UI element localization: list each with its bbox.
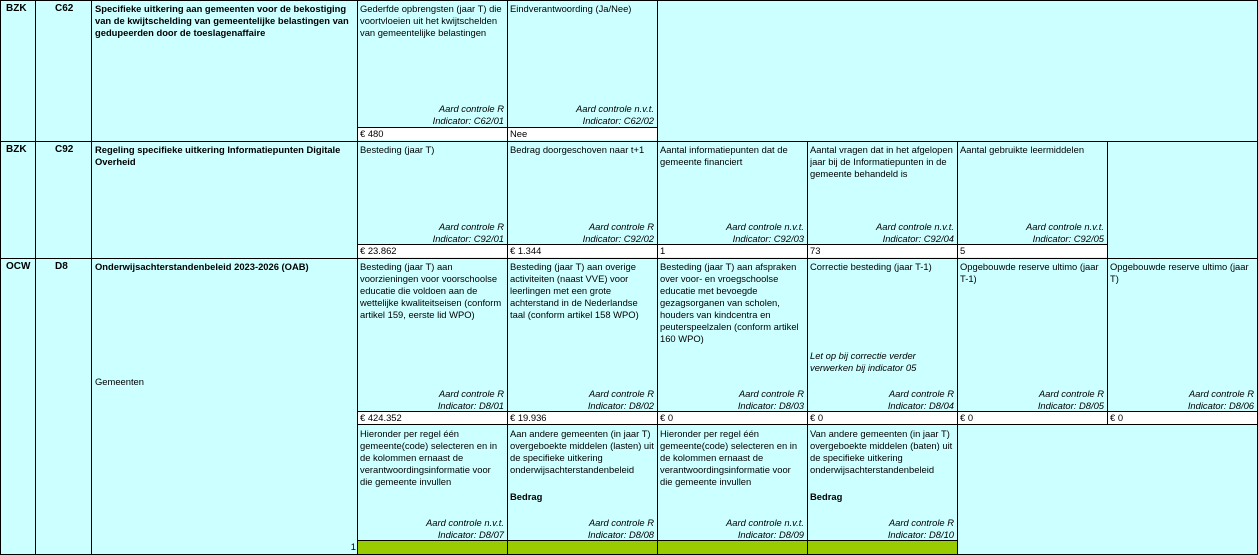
grid-line [507,141,508,555]
value-cell[interactable]: 5 [958,245,1107,257]
indicator-code: Indicator: D8/06 [1187,400,1254,411]
cell-label: Correctie besteding (jaar T-1) [810,261,932,272]
grid-line [0,141,1258,142]
indicator-code: Indicator: C92/05 [1032,233,1104,244]
indicator-code: Indicator: C62/01 [432,115,504,126]
value-cell[interactable]: € 19.936 [508,412,657,424]
value-cell[interactable]: Nee [508,128,657,140]
control-type: Aard controle R [438,221,504,232]
control-type: Aard controle R [1038,388,1104,399]
control-type: Aard controle R [588,388,654,399]
indicator-code: Indicator: D8/05 [1037,400,1104,411]
cell-label: Aan andere gemeenten (in jaar T) overgeboekte middelen (lasten) uit de specifieke uitkering onderwijsachterstandenbeleid [510,428,654,475]
value-cell[interactable]: € 0 [658,412,807,424]
grid-line [357,127,658,128]
grid-line [357,411,1258,412]
control-type: Aard controle R [888,388,954,399]
grid-line [357,0,358,555]
row-number: 1 [350,541,356,552]
grid-line [357,244,1108,245]
regulation-title: Regeling specifieke uitkering Informatiepunten Digitale Overheid [95,144,341,167]
value-cell[interactable]: € 424.352 [358,412,507,424]
input-row[interactable] [358,541,958,554]
control-type: Aard controle R [1188,388,1254,399]
grid-line [0,0,1258,1]
code-cell: D8 [55,261,68,272]
grid-line [357,424,1258,425]
grid-line [91,0,92,555]
control-type: Aard controle R [588,517,654,528]
control-type: Aard controle R [588,221,654,232]
control-type: Aard controle n.v.t. [726,517,804,528]
value-cell[interactable]: € 480 [358,128,507,140]
indicator-code: Indicator: D8/04 [887,400,954,411]
value-cell[interactable]: € 0 [958,412,1107,424]
indicator-code: Indicator: D8/01 [437,400,504,411]
indicator-code: Indicator: D8/08 [587,529,654,540]
cell-label: Van andere gemeenten (in jaar T) overgeboekte middelen (baten) uit de specifieke uitkering onderwijsachterstandenbeleid [810,428,953,475]
subtitle: Gemeenten [95,376,144,387]
ministry-cell: BZK [6,144,27,155]
amount-heading: Bedrag [510,491,543,502]
control-type: Aard controle n.v.t. [1026,221,1104,232]
grid-line [657,141,658,555]
indicator-code: Indicator: D8/09 [737,529,804,540]
grid-line [357,540,958,541]
control-type: Aard controle R [438,103,504,114]
grid-line [0,0,1,555]
cell-label: Aantal informatiepunten dat de gemeente financiert [660,144,788,167]
cell-label: Aantal vragen dat in het afgelopen jaar bij de Informatiepunten in de gemeente behandeld is [810,144,953,179]
cell-label: Hieronder per regel één gemeente(code) selecteren en in de kolommen ernaast de verantwoordingsinformatie voor die gemeente invullen [660,428,798,487]
control-type: Aard controle R [438,388,504,399]
indicator-code: Indicator: D8/03 [737,400,804,411]
value-cell[interactable]: 73 [808,245,957,257]
cell-label: Besteding (jaar T) aan afspraken over voor- en vroegschoolse educatie met bevoegde gezagsorganen van scholen, houders van kindcentra en peuterspeelzalen (conform artikel 160 WPO) [660,261,799,344]
cell-label: Opgebouwde reserve ultimo (jaar T) [1110,261,1249,284]
value-cell[interactable]: € 23.862 [358,245,507,257]
control-type: Aard controle R [738,388,804,399]
grid-line [35,0,36,555]
control-type: Aard controle n.v.t. [426,517,504,528]
indicator-code: Indicator: C92/04 [882,233,954,244]
code-cell: C62 [55,3,74,14]
ministry-cell: OCW [6,261,31,272]
value-cell[interactable]: € 1.344 [508,245,657,257]
value-cell[interactable]: € 0 [1108,412,1258,424]
cell-label: Besteding (jaar T) aan voorzieningen voor voorschoolse educatie die voldoen aan de wettelijke kwaliteitseisen (conform artikel 159, eerste lid WPO) [360,261,502,320]
cell-label: Eindverantwoording (Ja/Nee) [510,3,632,14]
control-type: Aard controle n.v.t. [876,221,954,232]
cell-label: Gederfde opbrengsten (jaar T) die voortvloeien uit het kwijtschelden van gemeentelijke belastingen [360,3,502,38]
control-type: Aard controle n.v.t. [726,221,804,232]
cell-label: Aantal gebruikte leermiddelen [960,144,1085,155]
cell-label: Opgebouwde reserve ultimo (jaar T-1) [960,261,1099,284]
ministry-cell: BZK [6,3,27,14]
value-cell[interactable]: € 0 [808,412,957,424]
cell-label: Hieronder per regel één gemeente(code) selecteren en in de kolommen ernaast de verantwoordingsinformatie voor die gemeente invullen [360,428,498,487]
grid-line [1107,141,1108,425]
indicator-code: Indicator: D8/02 [587,400,654,411]
control-type: Aard controle R [888,517,954,528]
control-type: Aard controle n.v.t. [576,103,654,114]
regulation-title: Onderwijsachterstandenbeleid 2023-2026 (OAB) [95,261,309,272]
indicator-code: Indicator: C92/03 [732,233,804,244]
grid-line [507,0,508,141]
grid-line [807,141,808,555]
indicator-code: Indicator: D8/07 [437,529,504,540]
indicator-code: Indicator: D8/10 [887,529,954,540]
indicator-code: Indicator: C62/02 [582,115,654,126]
value-cell[interactable]: 1 [658,245,807,257]
cell-label: Besteding (jaar T) aan overige activiteiten (naast VVE) voor leerlingen met een grote achterstand in de Nederlandse taal (conform artikel 158 WPO) [510,261,639,320]
grid-line [957,141,958,555]
cell-label: Besteding (jaar T) [360,144,435,155]
grid-line [0,258,1258,259]
correction-note: Let op bij correctie verder verwerken bij indicator 05 [810,350,917,373]
regulation-title: Specifieke uitkering aan gemeenten voor de bekostiging van de kwijtschelding van gemeentelijke belastingen van gedupeerden door de toeslagenaffaire [95,3,349,38]
cell-label: Bedrag doorgeschoven naar t+1 [510,144,645,155]
indicator-code: Indicator: C92/01 [432,233,504,244]
code-cell: C92 [55,144,74,155]
amount-heading: Bedrag [810,491,843,502]
grid-line [657,0,658,141]
indicator-code: Indicator: C92/02 [582,233,654,244]
